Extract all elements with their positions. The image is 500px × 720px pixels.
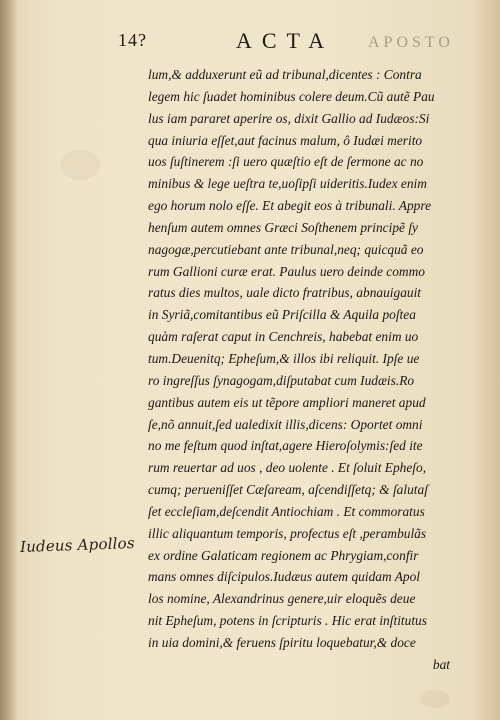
text-line: ratus dies multos, uale dicto fratribus, abnauigauit <box>148 285 422 301</box>
running-title: ACTA <box>236 28 335 53</box>
text-line: ro ingreſſus ſynagogam,diſputabat cum Iudæis.Ro <box>148 372 415 388</box>
text-line: uos ſuſtinerem :ſi uero quæſtio eſt de ſermone ac no <box>148 154 424 170</box>
text-line: ex ordine Galaticam regionem ac Phrygiam,confir <box>148 547 419 563</box>
text-line: lus iam pararet aperire os, dixit Gallio ad Iudæos:Si <box>148 110 430 126</box>
text-line: ſe,nõ annuit,ſed ualedixit illis,dicens: Oportet omni <box>148 416 423 432</box>
text-line: ego horum nolo eſſe. Et abegit eos à tribunali. Appre <box>148 198 432 214</box>
gutter-shadow <box>0 0 18 720</box>
text-line: qua iniuria eſſet,aut facinus malum, ô Iudæi merito <box>148 132 423 148</box>
text-line: in Syriã,comitantibus eũ Priſcilla & Aquila poſtea <box>148 307 416 323</box>
text-line: in uia domini,& feruens ſpiritu loquebatur,& doce <box>148 634 416 650</box>
bleedthrough-title: APOSTO <box>368 34 454 51</box>
paper-stain <box>420 690 450 708</box>
text-line: lum,& adduxerunt eũ ad tribunal,dicentes : Contra <box>148 67 422 82</box>
text-line: rum Gallioni curæ erat. Paulus uero deinde commo <box>148 263 425 279</box>
paper-stain <box>60 150 100 180</box>
text-line: los nomine, Alexandrinus genere,uir eloquẽs deue <box>148 591 416 607</box>
text-line: ſet eccleſiam,deſcendit Antiochiam . Et commoratus <box>148 503 425 519</box>
text-line: bat <box>432 656 450 672</box>
text-line: tum.Deuenitq; Epheſum,& illos ibi reliquit. Ipſe ue <box>148 350 420 366</box>
text-line: rum reuertar ad uos , deo uolente . Et ſoluit Epheſo, <box>148 460 427 476</box>
text-line: minibus & lege ueſtra te,uoſipſi uideritis.Iudex enim <box>148 176 427 192</box>
text-line: illic aliquantum temporis, profectus eſt ,perambulãs <box>148 525 427 541</box>
handwritten-marginal-note: Iudeus Apollos <box>19 534 136 556</box>
text-line: quàm raſerat caput in Cenchreis, habebat enim uo <box>148 329 419 345</box>
body-text <box>148 64 480 676</box>
text-line: legem hic ſuadet hominibus colere deum.Cũ autẽ Pau <box>148 88 435 104</box>
page-header <box>118 28 478 58</box>
text-line: gantibus autem eis ut tẽpore ampliori maneret apud <box>148 394 426 410</box>
text-line: henſum autem omnes Græci Soſthenem principẽ ſy <box>148 219 418 235</box>
text-line: nit Epheſum, potens in ſcripturis . Hic erat inſtitutus <box>148 613 427 629</box>
text-line: nagogæ,percutiebant ante tribunal,neq; quicquã eo <box>148 241 424 257</box>
text-line: no me feſtum quod inſtat,agere Hieroſolymis:ſed ite <box>148 438 423 454</box>
page-number: 14? <box>118 30 147 50</box>
text-line: cumq; perueniſſet Cæſaream, aſcendiſſetq; & ſalutaſ <box>148 482 428 498</box>
text-line: mans omnes diſcipulos.Iudæus autem quidam Apol <box>148 569 421 585</box>
